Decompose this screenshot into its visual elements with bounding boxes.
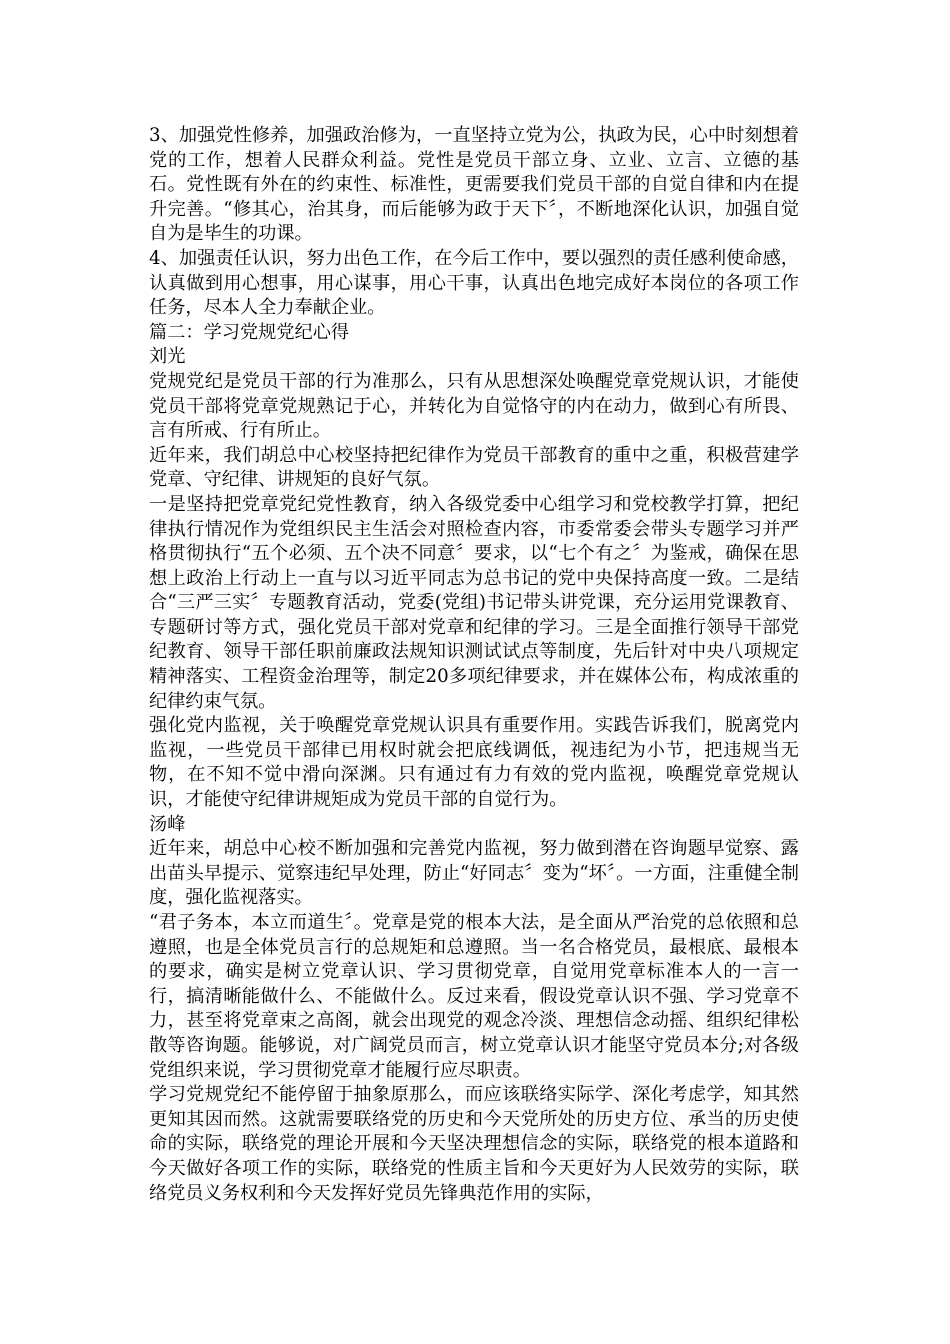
paragraph-item-3: 3、加强党性修养，加强政治修为，一直坚持立党为公，执政为民，心中时刻想着党的工作，想着人民群众利益。党性是党员干部立身、立业、立言、立德的基石。党性既有外在的约束性、标准性，更需要我们党员干部的自觉自律和内在提升完善。“修其心，治其身，而后能够为政于天下〞，不断地深化认识，加强自觉自为是毕生的功课。 [149, 125, 799, 245]
author-name: 刘光 [149, 346, 186, 368]
paragraph: 强化党内监视，关于唤醒党章党规认识具有重要作用。实践告诉我们，脱离党内监视，一些党员干部律已用权时就会把底线调低，视违纪为小节，把违规当无物，在不知不觉中滑向深渊。只有通过有力有效的党内监视，唤醒党章党规认识，才能使守纪律讲规矩成为党员干部的自觉行为。 [149, 715, 799, 811]
paragraph-item-4: 4、加强责任认识，努力出色工作，在今后工作中，要以强烈的责任感利使命感，认真做到用心想事，用心谋事，用心干事，认真出色地完成好本岗位的各项工作任务，尽本人全力奉献企业。 [149, 247, 799, 319]
paragraph: 一是坚持把党章党纪党性教育，纳入各级党委中心组学习和党校教学打算，把纪律执行情况作为党组织民主生活会对照检查内容，市委常委会带头专题学习并严格贯彻执行“五个必须、五个决不同意〞要求，以“七个有之〞为鉴戒，确保在思想上政治上行动上一直与以习近平同志为总书记的党中央保持高度一致。二是结合“三严三实〞专题教育活动，党委(党组)书记带头讲党课，充分运用党课教育、专题研讨等方式，强化党员干部对党章和纪律的学习。三是全面推行领导干部党纪教育、领导干部任职前廉政法规知识测试试点等制度，先后针对中央八项规定精神落实、工程资金治理等，制定20多项纪律要求，并在媒体公布，构成浓重的纪律约束气氛。 [149, 493, 799, 712]
paragraph: 学习党规党纪不能停留于抽象原那么，而应该联络实际学、深化考虑学，知其然更知其因而然。这就需要联络党的历史和今天党所处的历史方位、承当的历史使命的实际，联络党的理论开展和今天坚决理想信念的实际，联络党的根本道路和今天做好各项工作的实际，联络党的性质主旨和今天更好为人民效劳的实际，联络党员义务权利和今天发挥好党员先锋典范作用的实际， [149, 1084, 799, 1204]
paragraph: “君子务本，本立而道生〞。党章是党的根本大法，是全面从严治党的总依照和总遵照，也是全体党员言行的总规矩和总遵照。当一名合格党员，最根底、最根本的要求，确实是树立党章认识、学习贯彻党章，自觉用党章标准本人的一言一行，搞清晰能做什么、不能做什么。反过来看，假设党章认识不强、学习党章不力，甚至将党章束之高阁，就会出现党的观念冷淡、理想信念动摇、组织纪律松散等咨询题。能够说，对广阔党员而言，树立党章认识才能坚守党员本分;对各级党组织来说，学习贯彻党章才能履行应尽职责。 [149, 912, 799, 1081]
section-heading: 篇二：学习党规党纪心得 [149, 321, 350, 343]
paragraph: 党规党纪是党员干部的行为准那么，只有从思想深处唤醒党章党规认识，才能使党员干部将党章党规熟记于心，并转化为自觉恪守的内在动力，做到心有所畏、言有所戒、行有所止。 [149, 370, 799, 442]
paragraph: 近年来，胡总中心校不断加强和完善党内监视，努力做到潜在咨询题早觉察、露出苗头早提示、觉察违纪早处理，防止“好同志〞变为“坏〞。一方面，注重健全制度，强化监视落实。 [149, 838, 799, 909]
document-body [149, 124, 799, 1206]
paragraph: 近年来，我们胡总中心校坚持把纪律作为党员干部教育的重中之重，积极营建学党章、守纪律、讲规矩的良好气氛。 [149, 444, 799, 491]
author-name: 汤峰 [149, 813, 186, 835]
